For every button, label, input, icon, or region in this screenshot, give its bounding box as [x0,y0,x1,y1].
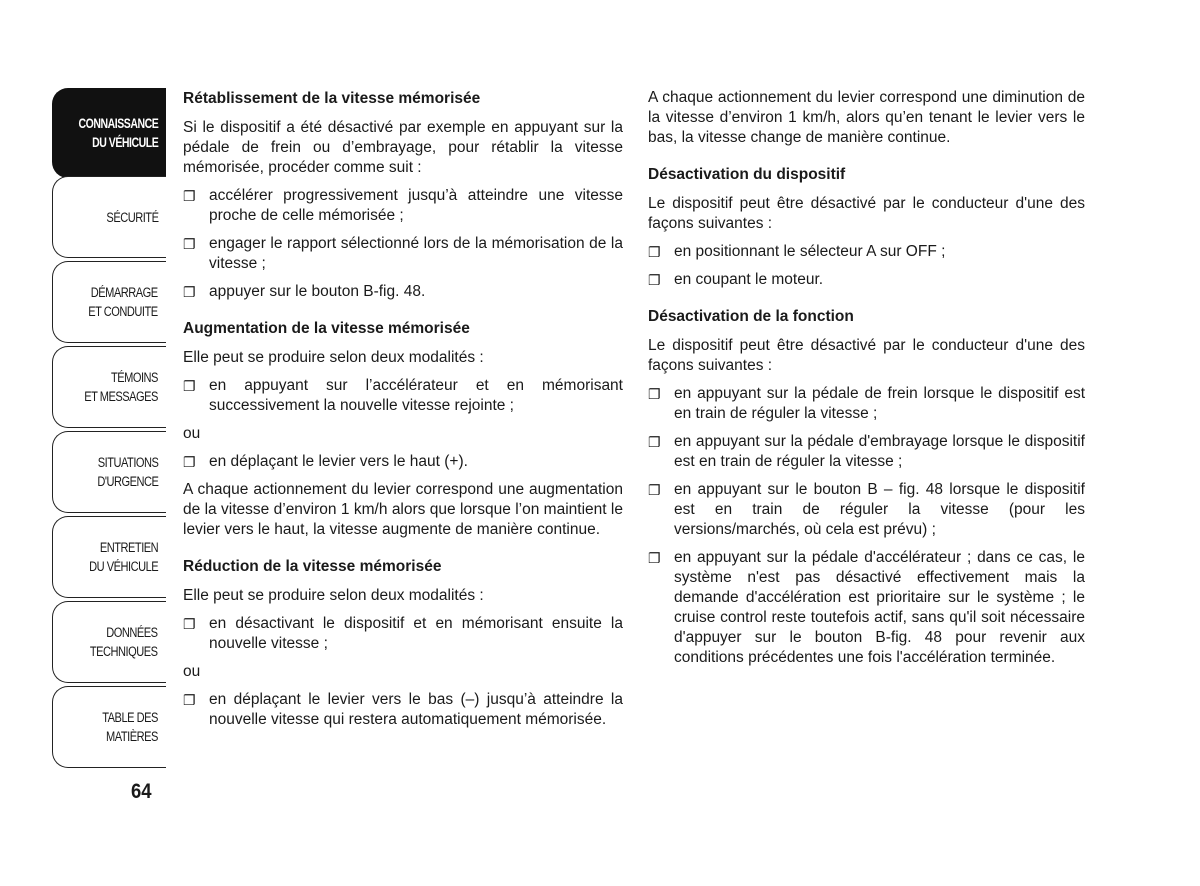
list-item-text: en appuyant sur la pédale d'accélérateur ; dans ce cas, le système n'est pas désactivé effectivement mais la demande d'accélération est prioritaire sur le système ; le cruise control reste toutefois actif, sans qu'il soit nécessaire d'appuyer sur le bouton B-fig. 48 pour revenir aux conditions précédentes une fois l'accélération terminée. [674,549,1085,666]
list-item-text: en appuyant sur le bouton B – fig. 48 lorsque le dispositif est en train de réguler la vitesse (pour les versions/marchés, où cela est prévu) ; [674,481,1085,538]
checkbox-bullet-icon: ❐ [648,244,661,260]
section-reduction [183,556,623,730]
tab-label: DONNÉES TECHNIQUES [90,625,158,659]
checkbox-bullet-icon: ❐ [183,188,196,204]
tab-label: TABLE DES MATIÈRES [102,710,158,744]
bullet-list [183,376,623,416]
bullet-list [648,242,1085,290]
list-item [648,432,1085,472]
tab-securite[interactable] [52,176,166,258]
list-item [648,242,1085,262]
chapter-tabs [52,88,168,773]
bullet-list [183,614,623,654]
tab-label: SÉCURITÉ [105,209,158,225]
checkbox-bullet-icon: ❐ [648,482,661,498]
list-item [183,282,623,302]
paragraph: Le dispositif peut être désactivé par le conducteur d'une des façons suivantes : [648,337,1085,374]
left-column [183,88,623,738]
list-item-text: en appuyant sur la pédale de frein lorsque le dispositif est en train de réguler la vitesse ; [674,385,1085,422]
list-item-text: accélérer progressivement jusqu’à atteindre une vitesse proche de celle mémorisée ; [209,187,623,224]
paragraph-or: ou [183,663,201,680]
tab-connaissance-du-vehicule[interactable] [52,88,166,178]
tab-situations-d-urgence[interactable] [52,431,166,513]
bullet-list [183,186,623,302]
section-heading: Augmentation de la vitesse mémorisée [183,320,470,337]
bullet-list [648,384,1085,668]
right-column [648,88,1085,676]
list-item [183,614,623,654]
list-item [648,480,1085,540]
section-heading: Désactivation de la fonction [648,308,854,325]
checkbox-bullet-icon: ❐ [648,272,661,288]
paragraph-or: ou [183,425,201,442]
checkbox-bullet-icon: ❐ [183,616,196,632]
list-item [183,376,623,416]
list-item-text: en déplaçant le levier vers le bas (–) jusqu’à atteindre la nouvelle vitesse qui restera automatiquement mémorisée. [209,691,623,728]
bullet-list [183,452,623,472]
list-item-text: en désactivant le dispositif et en mémorisant ensuite la nouvelle vitesse ; [209,615,623,652]
section-heading: Réduction de la vitesse mémorisée [183,558,442,575]
checkbox-bullet-icon: ❐ [183,236,196,252]
tab-label: SITUATIONS D'URGENCE [96,455,158,489]
section-desactivation-fonction [648,306,1085,668]
checkbox-bullet-icon: ❐ [648,550,661,566]
tab-temoins-et-messages[interactable] [52,346,166,428]
tab-label: TÉMOINS ET MESSAGES [84,370,158,404]
tab-label: ENTRETIEN DU VÉHICULE [88,540,158,574]
list-item-text: en positionnant le sélecteur A sur OFF ; [674,243,946,260]
checkbox-bullet-icon: ❐ [183,378,196,394]
tab-demarrage-et-conduite[interactable] [52,261,166,343]
tab-donnees-techniques[interactable] [52,601,166,683]
list-item [183,186,623,226]
list-item-text: en appuyant sur l’accélérateur et en mémorisant successivement la nouvelle vitesse rejointe ; [209,377,623,414]
list-item [183,234,623,274]
list-item [648,270,1085,290]
paragraph: Le dispositif peut être désactivé par le conducteur d'une des façons suivantes : [648,195,1085,232]
checkbox-bullet-icon: ❐ [183,692,196,708]
list-item [183,690,623,730]
page-number: 64 [131,780,152,803]
checkbox-bullet-icon: ❐ [648,434,661,450]
list-item-text: engager le rapport sélectionné lors de la mémorisation de la vitesse ; [209,235,623,272]
paragraph: A chaque actionnement du levier correspond une diminution de la vitesse d’environ 1 km/h, alors qu’en tenant le levier vers le bas, la vitesse change de manière continue. [648,89,1085,146]
section-heading: Rétablissement de la vitesse mémorisée [183,90,481,107]
list-item-text: en appuyant sur la pédale d'embrayage lorsque le dispositif est en train de réguler la vitesse ; [674,433,1085,470]
paragraph: Elle peut se produire selon deux modalités : [183,587,484,604]
section-intro [648,88,1085,148]
tab-entretien-du-vehicule[interactable] [52,516,166,598]
list-item-text: en déplaçant le levier vers le haut (+). [209,453,468,470]
paragraph: Elle peut se produire selon deux modalités : [183,349,484,366]
tab-table-des-matieres[interactable] [52,686,166,768]
section-retablissement [183,88,623,302]
checkbox-bullet-icon: ❐ [183,284,196,300]
list-item [183,452,623,472]
checkbox-bullet-icon: ❐ [183,454,196,470]
section-heading: Désactivation du dispositif [648,166,846,183]
bullet-list [183,690,623,730]
list-item [648,384,1085,424]
paragraph: Si le dispositif a été désactivé par exemple en appuyant sur la pédale de frein ou d’embrayage, pour rétablir la vitesse mémorisée, procéder comme suit : [183,119,623,176]
section-desactivation-dispositif [648,164,1085,290]
tab-label: DÉMARRAGE ET CONDUITE [88,285,158,319]
tab-label: CONNAISSANCE DU VÉHICULE [78,116,158,150]
list-item [648,548,1085,668]
list-item-text: appuyer sur le bouton B-fig. 48. [209,283,426,300]
list-item-text: en coupant le moteur. [674,271,824,288]
checkbox-bullet-icon: ❐ [648,386,661,402]
paragraph: A chaque actionnement du levier correspond une augmentation de la vitesse d’environ 1 km/h alors que lorsque l’on maintient le levier vers le haut, la vitesse augmente de manière continue. [183,481,623,538]
section-augmentation [183,318,623,540]
